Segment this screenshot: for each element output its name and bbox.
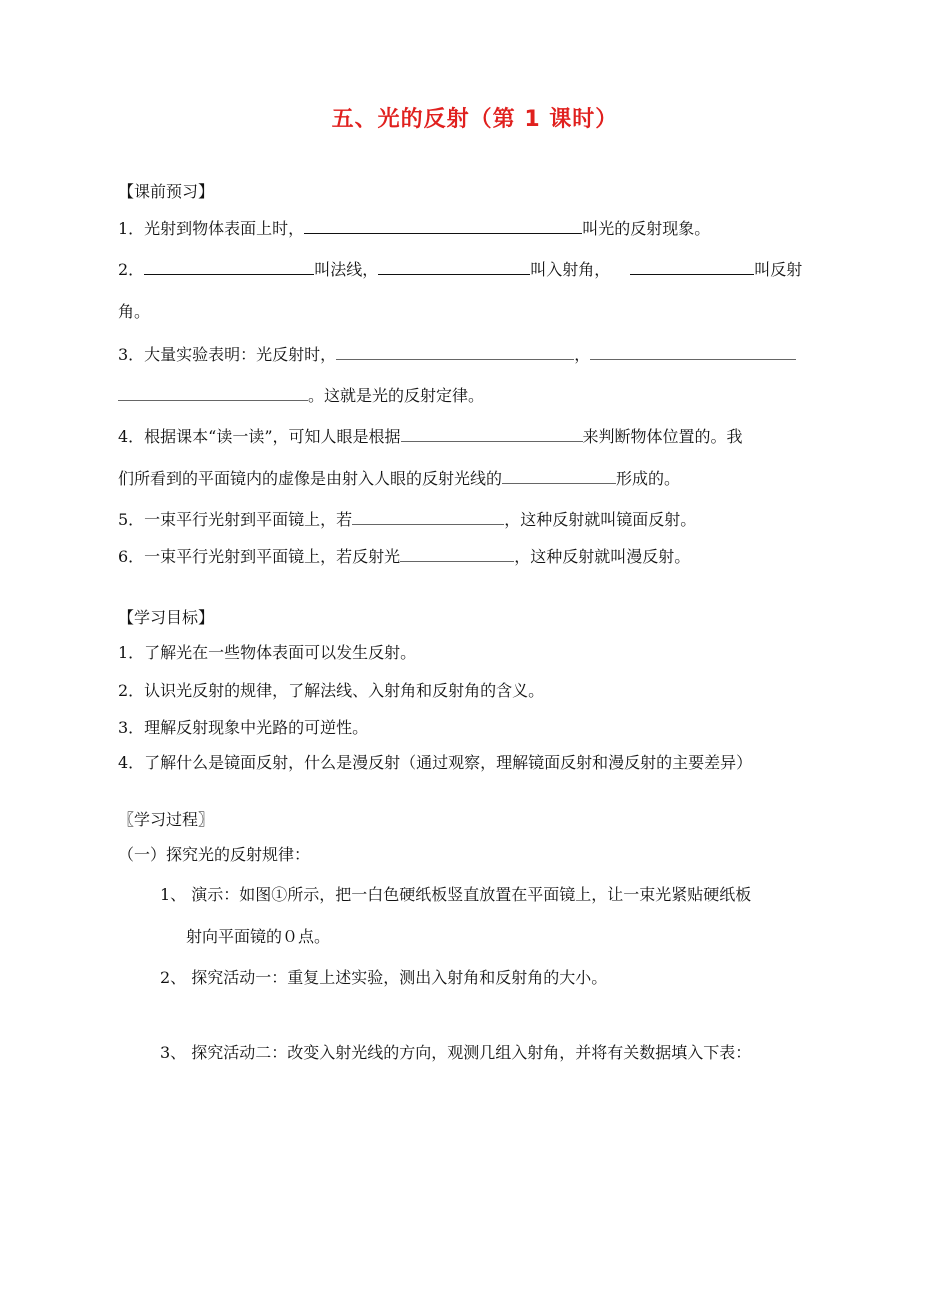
question-1: 1．光射到物体表面上时， 叫光的反射现象。 — [118, 219, 711, 238]
process-heading: 〖学习过程〗 — [118, 810, 215, 829]
goal-item-2: 2．认识光反射的规律，了解法线、入射角和反射角的含义。 — [118, 681, 545, 700]
blank-4b[interactable] — [502, 467, 616, 484]
blank-5[interactable] — [352, 508, 504, 525]
blank-3b[interactable] — [590, 343, 796, 360]
question-4-cont: 们所看到的平面镜内的虚像是由射入人眼的反射光线的 形成的。 — [118, 469, 681, 488]
question-5: 5．一束平行光射到平面镜上，若 ，这种反射就叫镜面反射。 — [118, 510, 697, 529]
process-step-1-cont: 射向平面镜的０点。 — [186, 927, 331, 946]
question-2-cont: 角。 — [118, 302, 151, 321]
blank-3c[interactable] — [118, 384, 308, 401]
question-4: 4．根据课本“读一读”，可知人眼是根据 来判断物体位置的。我 — [118, 427, 743, 446]
blank-2b[interactable] — [378, 258, 530, 275]
question-3-cont: 。这就是光的反射定律。 — [118, 384, 484, 407]
blank-2c[interactable] — [630, 258, 754, 275]
blank-6[interactable] — [400, 545, 514, 562]
question-2: 2． 叫法线， 叫入射角， 叫反射 — [118, 260, 803, 279]
process-step-2: 2、 探究活动一：重复上述实验，测出入射角和反射角的大小。 — [160, 968, 608, 987]
page-title: 五、光的反射（第 1 课时） — [331, 107, 619, 132]
blank-4a[interactable] — [401, 425, 583, 442]
goals-heading: 【学习目标】 — [118, 608, 215, 627]
process-section-1: （一）探究光的反射规律： — [118, 845, 311, 864]
process-step-1: 1、 演示：如图①所示，把一白色硬纸板竖直放置在平面镜上，让一束光紧贴硬纸板 — [160, 885, 752, 904]
goal-item-1: 1．了解光在一些物体表面可以发生反射。 — [118, 643, 417, 662]
blank-2a[interactable] — [144, 258, 314, 275]
blank-3a[interactable] — [336, 343, 574, 360]
blank-1[interactable] — [304, 217, 582, 234]
question-3: 3．大量实验表明：光反射时， ， — [118, 343, 796, 366]
preview-heading: 【课前预习】 — [118, 182, 215, 201]
question-6: 6．一束平行光射到平面镜上，若反射光 ，这种反射就叫漫反射。 — [118, 547, 691, 566]
goal-item-3: 3．理解反射现象中光路的可逆性。 — [118, 718, 369, 737]
goal-item-4: 4．了解什么是镜面反射，什么是漫反射（通过观察，理解镜面反射和漫反射的主要差异） — [118, 753, 753, 772]
process-step-3: 3、 探究活动二：改变入射光线的方向，观测几组入射角，并将有关数据填入下表： — [160, 1043, 752, 1062]
